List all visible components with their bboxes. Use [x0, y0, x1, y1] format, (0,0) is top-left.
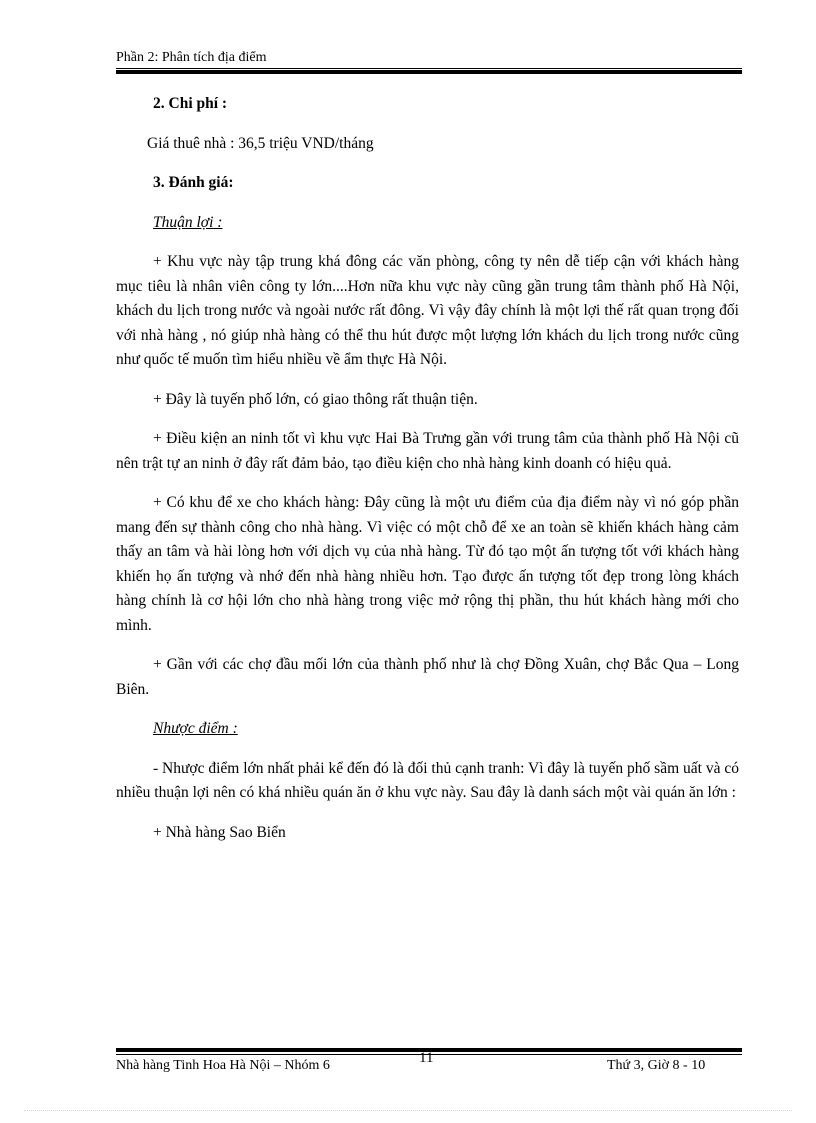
header-rule-thin [116, 68, 742, 69]
document-body [116, 92, 739, 860]
cost-heading: 2. Chi phí : [153, 95, 228, 112]
footer-right-text: Thứ 3, Giờ 8 - 10 [607, 1058, 706, 1073]
advantage-paragraph: + Gần với các chợ đầu mối lớn của thành phố như là chợ Đồng Xuân, chợ Bắc Qua – Long Biên. [116, 656, 739, 698]
footer-left-text: Nhà hàng Tinh Hoa Hà Nội – Nhóm 6 [116, 1058, 330, 1073]
page-edge-divider [24, 1110, 792, 1111]
advantage-paragraph: + Khu vực này tập trung khá đông các văn phòng, công ty nên dễ tiếp cận với khách hàng mục tiêu là nhân viên công ty lớn....Hơn nữa khu vực này cũng gần trung tâm thành phố Hà Nội, khách du lịch trong nước và ngoài nước rất đông. Vì vậy đây chính là một lợi thế rất quan trọng đối với nhà hàng , nó giúp nhà hàng có thể thu hút được một lượng lớn khách du lịch trong nước cũng như quốc tế muốn tìm hiểu nhiều về ẩm thực Hà Nội. [116, 253, 739, 368]
advantage-paragraph: + Đây là tuyến phố lớn, có giao thông rất thuận tiện. [153, 390, 478, 408]
header-rule-thick [116, 70, 742, 74]
advantages-heading: Thuận lợi : [153, 213, 223, 231]
restaurant-item: + Nhà hàng Sao Biển [153, 823, 286, 841]
page-number: 11 [419, 1050, 434, 1066]
disadvantage-paragraph: - Nhược điểm lớn nhất phải kể đến đó là đối thủ cạnh tranh: Vì đây là tuyến phố sầm uất và có nhiều thuận lợi nên có khá nhiều quán ăn ở khu vực này. Sau đây là danh sách một vài quán ăn lớn : [116, 759, 739, 801]
evaluation-heading: 3. Đánh giá: [153, 174, 234, 191]
advantage-paragraph: + Điều kiện an ninh tốt vì khu vực Hai Bà Trưng gần với trung tâm của thành phố Hà Nội cũ nên trật tự an ninh ở đây rất đảm bảo, tạo điều kiện cho nhà hàng kinh doanh có hiệu quả. [116, 430, 739, 472]
advantage-paragraph: + Có khu để xe cho khách hàng: Đây cũng là một ưu điểm của địa điểm này vì nó góp phần mang đến sự thành công cho nhà hàng. Vì việc có một chỗ để xe an toàn sẽ khiến khách hàng cảm thấy an tâm và hài lòng hơn với dịch vụ của nhà hàng. Từ đó tạo một ấn tượng tốt với khách hàng khiến họ ấn tượng và nhớ đến nhà hàng nhiều hơn. Tạo được ấn tượng tốt đẹp trong lòng khách hàng chính là cơ hội lớn cho nhà hàng trong việc mở rộng thị phần, thu hút khách hàng mới cho mình. [116, 494, 739, 634]
header-title: Phần 2: Phân tích địa điểm [116, 50, 267, 65]
rent-line: Giá thuê nhà : 36,5 triệu VND/tháng [147, 134, 374, 152]
disadvantages-heading: Nhược điểm : [153, 720, 238, 737]
